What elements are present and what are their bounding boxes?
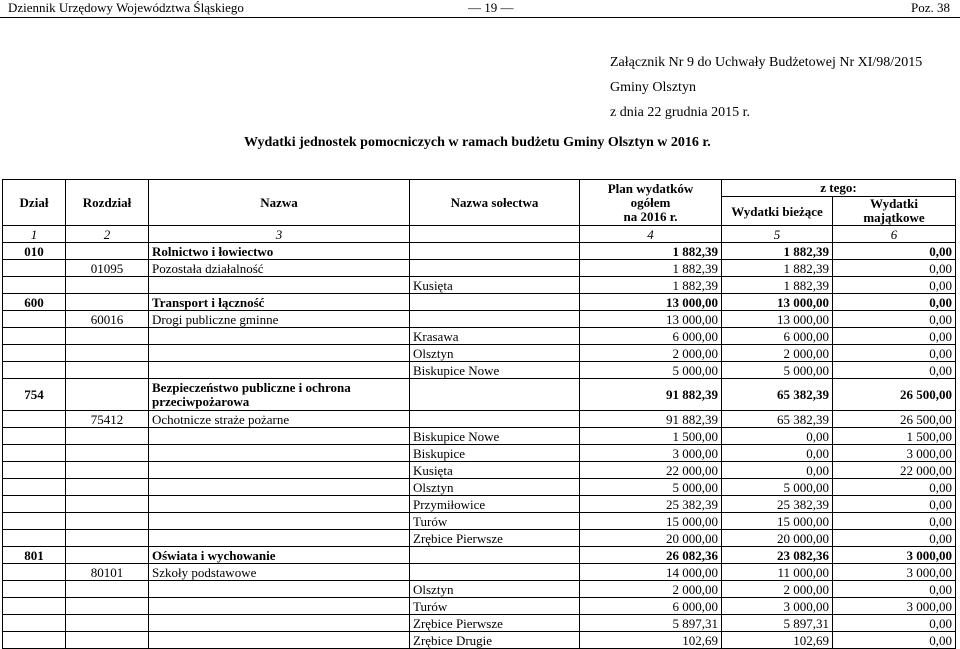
annex-line-1: Załącznik Nr 9 do Uchwały Budżetowej Nr XI/98/2015 — [610, 55, 923, 70]
cell-rozdzial — [66, 513, 149, 530]
cell-majatkowe: 0,00 — [833, 277, 956, 294]
cell-biezace: 13 000,00 — [722, 294, 833, 311]
col-header-z-tego: z tego: — [722, 180, 956, 197]
cell-nazwa: Szkoły podstawowe — [149, 564, 410, 581]
cell-dzial: 754 — [3, 379, 66, 411]
cell-nazwa: Pozostała działalność — [149, 260, 410, 277]
cell-plan: 5 000,00 — [580, 479, 722, 496]
col-number — [410, 226, 580, 243]
cell-dzial: 010 — [3, 243, 66, 260]
table-row — [3, 379, 956, 411]
cell-biezace: 11 000,00 — [722, 564, 833, 581]
cell-plan: 20 000,00 — [580, 530, 722, 547]
cell-nazwa: Transport i łączność — [149, 294, 410, 311]
position-number: Poz. 38 — [911, 0, 950, 15]
cell-nazwa — [149, 530, 410, 547]
cell-biezace: 102,69 — [722, 632, 833, 649]
cell-majatkowe: 3 000,00 — [833, 547, 956, 564]
cell-plan: 1 882,39 — [580, 277, 722, 294]
table-row — [3, 564, 956, 581]
cell-plan: 91 882,39 — [580, 379, 722, 411]
cell-rozdzial — [66, 479, 149, 496]
cell-rozdzial — [66, 581, 149, 598]
cell-nazwa — [149, 632, 410, 649]
cell-dzial — [3, 428, 66, 445]
cell-rozdzial — [66, 445, 149, 462]
cell-solectwo — [410, 564, 580, 581]
plan-label-2: ogółem — [630, 194, 671, 210]
cell-dzial — [3, 411, 66, 428]
annex-line-2: Gminy Olsztyn — [610, 80, 696, 95]
table-body — [3, 243, 956, 649]
cell-biezace: 25 382,39 — [722, 496, 833, 513]
cell-solectwo: Turów — [410, 513, 580, 530]
cell-majatkowe: 3 000,00 — [833, 564, 956, 581]
cell-biezace: 1 882,39 — [722, 260, 833, 277]
cell-solectwo — [410, 411, 580, 428]
cell-rozdzial — [66, 379, 149, 411]
cell-nazwa: Oświata i wychowanie — [149, 547, 410, 564]
col-header-nazwa: Nazwa — [149, 180, 410, 226]
cell-nazwa — [149, 615, 410, 632]
cell-plan: 2 000,00 — [580, 345, 722, 362]
header-rule — [0, 17, 960, 18]
cell-majatkowe: 0,00 — [833, 311, 956, 328]
cell-dzial — [3, 530, 66, 547]
cell-biezace: 65 382,39 — [722, 379, 833, 411]
cell-biezace: 5 897,31 — [722, 615, 833, 632]
cell-dzial — [3, 496, 66, 513]
col-header-dzial: Dział — [3, 180, 66, 226]
table-row — [3, 462, 956, 479]
cell-plan: 5 000,00 — [580, 362, 722, 379]
cell-dzial — [3, 277, 66, 294]
cell-solectwo: Zrębice Drugie — [410, 632, 580, 649]
cell-plan: 5 897,31 — [580, 615, 722, 632]
cell-dzial — [3, 362, 66, 379]
col-header-rozdzial: Rozdział — [66, 180, 149, 226]
cell-rozdzial — [66, 615, 149, 632]
table-row — [3, 530, 956, 547]
table-row — [3, 445, 956, 462]
cell-dzial: 801 — [3, 547, 66, 564]
table-row — [3, 345, 956, 362]
cell-majatkowe: 26 500,00 — [833, 411, 956, 428]
page-number: — 19 — — [468, 0, 514, 15]
cell-rozdzial — [66, 547, 149, 564]
table-row — [3, 277, 956, 294]
cell-rozdzial — [66, 243, 149, 260]
table-row — [3, 581, 956, 598]
cell-plan: 13 000,00 — [580, 294, 722, 311]
cell-dzial — [3, 598, 66, 615]
table-row — [3, 428, 956, 445]
table-row — [3, 479, 956, 496]
cell-biezace: 3 000,00 — [722, 598, 833, 615]
table-row — [3, 328, 956, 345]
cell-biezace: 0,00 — [722, 462, 833, 479]
cell-nazwa: Rolnictwo i łowiectwo — [149, 243, 410, 260]
cell-plan: 102,69 — [580, 632, 722, 649]
cell-majatkowe: 0,00 — [833, 530, 956, 547]
col-header-plan — [580, 180, 722, 226]
cell-dzial — [3, 260, 66, 277]
col-number: 3 — [149, 226, 410, 243]
cell-majatkowe: 3 000,00 — [833, 598, 956, 615]
cell-rozdzial — [66, 328, 149, 345]
cell-plan: 3 000,00 — [580, 445, 722, 462]
cell-nazwa — [149, 445, 410, 462]
cell-biezace: 5 000,00 — [722, 362, 833, 379]
cell-rozdzial — [66, 632, 149, 649]
cell-majatkowe: 22 000,00 — [833, 462, 956, 479]
cell-dzial — [3, 462, 66, 479]
cell-solectwo: Przymiłowice — [410, 496, 580, 513]
cell-plan: 15 000,00 — [580, 513, 722, 530]
cell-dzial: 600 — [3, 294, 66, 311]
cell-plan: 13 000,00 — [580, 311, 722, 328]
cell-plan: 22 000,00 — [580, 462, 722, 479]
cell-nazwa — [149, 462, 410, 479]
cell-rozdzial — [66, 496, 149, 513]
cell-majatkowe: 0,00 — [833, 513, 956, 530]
cell-solectwo: Turów — [410, 598, 580, 615]
cell-dzial — [3, 311, 66, 328]
cell-solectwo — [410, 311, 580, 328]
cell-solectwo: Zrębice Pierwsze — [410, 530, 580, 547]
cell-plan: 1 882,39 — [580, 243, 722, 260]
cell-solectwo — [410, 243, 580, 260]
cell-majatkowe: 26 500,00 — [833, 379, 956, 411]
table-row — [3, 513, 956, 530]
table-row — [3, 496, 956, 513]
cell-rozdzial — [66, 462, 149, 479]
cell-solectwo: Olsztyn — [410, 345, 580, 362]
cell-dzial — [3, 513, 66, 530]
cell-biezace: 13 000,00 — [722, 311, 833, 328]
cell-rozdzial — [66, 277, 149, 294]
cell-rozdzial — [66, 598, 149, 615]
table-row — [3, 411, 956, 428]
cell-nazwa — [149, 328, 410, 345]
col-number: 1 — [3, 226, 66, 243]
cell-majatkowe: 0,00 — [833, 294, 956, 311]
column-number-row — [3, 226, 956, 243]
cell-dzial — [3, 564, 66, 581]
cell-nazwa — [149, 513, 410, 530]
col-number: 5 — [722, 226, 833, 243]
cell-majatkowe: 0,00 — [833, 615, 956, 632]
cell-rozdzial: 75412 — [66, 411, 149, 428]
cell-rozdzial — [66, 345, 149, 362]
cell-nazwa — [149, 362, 410, 379]
annex-line-3: z dnia 22 grudnia 2015 r. — [610, 105, 750, 120]
cell-plan: 6 000,00 — [580, 598, 722, 615]
cell-nazwa — [149, 598, 410, 615]
cell-plan: 26 082,36 — [580, 547, 722, 564]
cell-plan: 25 382,39 — [580, 496, 722, 513]
cell-biezace: 20 000,00 — [722, 530, 833, 547]
cell-biezace: 6 000,00 — [722, 328, 833, 345]
cell-majatkowe: 0,00 — [833, 496, 956, 513]
cell-biezace: 0,00 — [722, 428, 833, 445]
plan-label-1: Plan wydatków — [607, 180, 694, 196]
cell-biezace: 5 000,00 — [722, 479, 833, 496]
cell-biezace: 2 000,00 — [722, 581, 833, 598]
cell-majatkowe: 0,00 — [833, 243, 956, 260]
cell-solectwo — [410, 260, 580, 277]
col-number: 6 — [833, 226, 956, 243]
col-number: 2 — [66, 226, 149, 243]
cell-rozdzial: 60016 — [66, 311, 149, 328]
cell-nazwa: Bezpieczeństwo publiczne i ochrona przeciwpożarowa — [149, 379, 410, 411]
cell-biezace: 65 382,39 — [722, 411, 833, 428]
cell-nazwa — [149, 479, 410, 496]
table-row — [3, 632, 956, 649]
cell-rozdzial — [66, 362, 149, 379]
cell-dzial — [3, 479, 66, 496]
cell-biezace: 1 882,39 — [722, 277, 833, 294]
cell-rozdzial: 80101 — [66, 564, 149, 581]
cell-rozdzial — [66, 428, 149, 445]
cell-plan: 1 500,00 — [580, 428, 722, 445]
cell-solectwo: Krasawa — [410, 328, 580, 345]
col-header-solectwo: Nazwa sołectwa — [410, 180, 580, 226]
cell-majatkowe: 1 500,00 — [833, 428, 956, 445]
cell-majatkowe: 0,00 — [833, 328, 956, 345]
cell-biezace: 0,00 — [722, 445, 833, 462]
cell-dzial — [3, 581, 66, 598]
header-row — [3, 180, 956, 197]
cell-biezace: 23 082,36 — [722, 547, 833, 564]
cell-biezace: 2 000,00 — [722, 345, 833, 362]
cell-nazwa — [149, 428, 410, 445]
cell-nazwa — [149, 496, 410, 513]
cell-nazwa — [149, 345, 410, 362]
cell-solectwo — [410, 379, 580, 411]
cell-rozdzial — [66, 530, 149, 547]
cell-dzial — [3, 445, 66, 462]
cell-majatkowe: 3 000,00 — [833, 445, 956, 462]
cell-nazwa: Ochotnicze straże pożarne — [149, 411, 410, 428]
cell-rozdzial — [66, 294, 149, 311]
table-row — [3, 294, 956, 311]
cell-majatkowe: 0,00 — [833, 345, 956, 362]
cell-solectwo: Kusięta — [410, 462, 580, 479]
cell-solectwo: Biskupice — [410, 445, 580, 462]
cell-nazwa — [149, 581, 410, 598]
cell-dzial — [3, 345, 66, 362]
cell-majatkowe: 0,00 — [833, 260, 956, 277]
cell-majatkowe: 0,00 — [833, 632, 956, 649]
cell-biezace: 1 882,39 — [722, 243, 833, 260]
plan-label-3: na 2016 r. — [623, 208, 678, 224]
majatkowe-label-2: majątkowe — [863, 210, 925, 225]
majatkowe-label-1: Wydatki — [870, 196, 918, 211]
cell-majatkowe: 0,00 — [833, 581, 956, 598]
cell-plan: 2 000,00 — [580, 581, 722, 598]
table-row — [3, 362, 956, 379]
cell-solectwo: Olsztyn — [410, 479, 580, 496]
table-row — [3, 311, 956, 328]
journal-name: Dziennik Urzędowy Województwa Śląskiego — [8, 0, 244, 15]
cell-plan: 14 000,00 — [580, 564, 722, 581]
cell-majatkowe: 0,00 — [833, 362, 956, 379]
cell-nazwa: Drogi publiczne gminne — [149, 311, 410, 328]
col-header-biezace: Wydatki bieżące — [722, 197, 833, 226]
cell-dzial — [3, 615, 66, 632]
cell-solectwo: Zrębice Pierwsze — [410, 615, 580, 632]
cell-rozdzial: 01095 — [66, 260, 149, 277]
col-header-majatkowe — [833, 197, 956, 226]
table-row — [3, 615, 956, 632]
cell-majatkowe: 0,00 — [833, 479, 956, 496]
cell-dzial — [3, 632, 66, 649]
col-number: 4 — [580, 226, 722, 243]
document-title: Wydatki jednostek pomocniczych w ramach budżetu Gminy Olsztyn w 2016 r. — [244, 135, 711, 150]
cell-plan: 91 882,39 — [580, 411, 722, 428]
cell-biezace: 15 000,00 — [722, 513, 833, 530]
table-row — [3, 598, 956, 615]
cell-dzial — [3, 328, 66, 345]
expenditure-table — [2, 179, 956, 649]
cell-plan: 6 000,00 — [580, 328, 722, 345]
cell-solectwo: Biskupice Nowe — [410, 362, 580, 379]
cell-plan: 1 882,39 — [580, 260, 722, 277]
cell-solectwo: Kusięta — [410, 277, 580, 294]
cell-solectwo: Olsztyn — [410, 581, 580, 598]
table-row — [3, 243, 956, 260]
cell-solectwo — [410, 547, 580, 564]
table-row — [3, 547, 956, 564]
table-row — [3, 260, 956, 277]
cell-solectwo: Biskupice Nowe — [410, 428, 580, 445]
cell-solectwo — [410, 294, 580, 311]
cell-nazwa — [149, 277, 410, 294]
